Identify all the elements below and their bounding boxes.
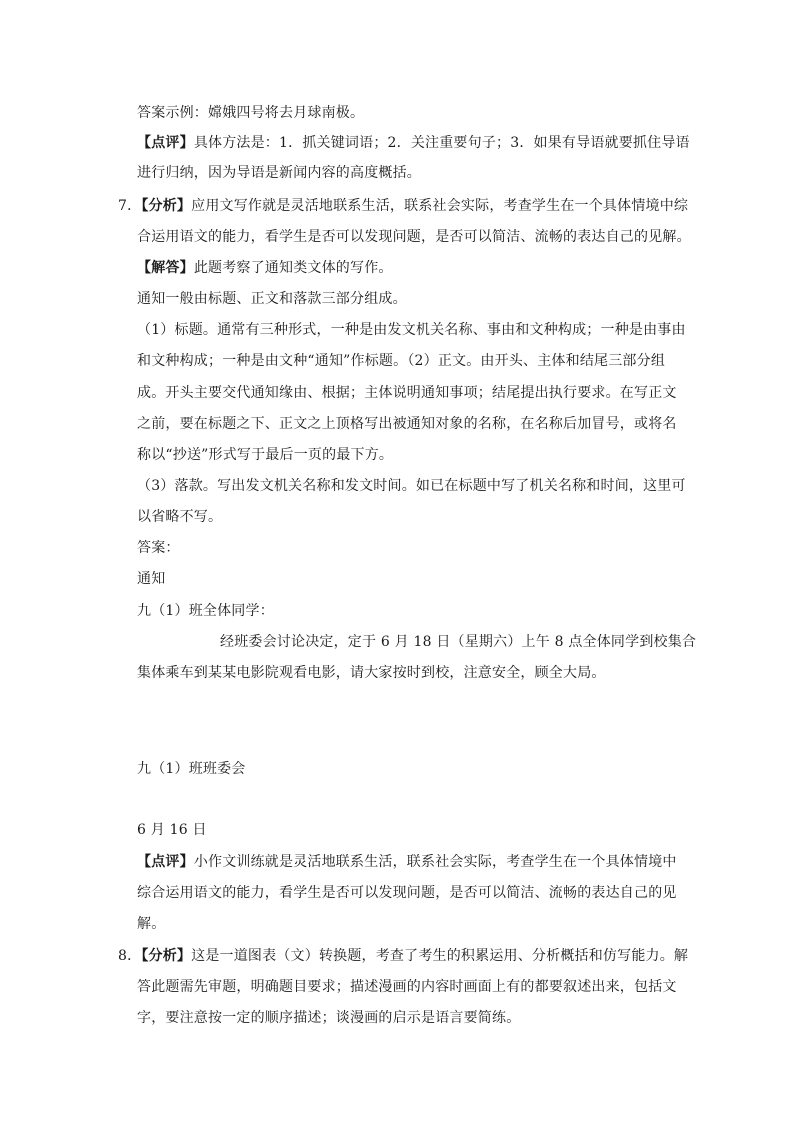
- q7-p3-line-1: （3）落款。写出发文机关名称和发文时间。如已在标题中写了机关名称和时间，这里可: [137, 478, 686, 494]
- q7-analysis-line-1: [118, 196, 688, 216]
- q7-solution-line: [137, 258, 393, 278]
- q7-p1-line-3: 成。开头主要交代通知缘由、根据；主体说明通知事项；结尾提出执行要求。在写正文: [137, 385, 677, 401]
- q8-analysis-line-1: [118, 946, 688, 966]
- q6-comment-line-2: 进行归纳，因为导语是新闻内容的高度概括。: [137, 165, 421, 181]
- q7-comment-line-1: [137, 852, 677, 872]
- analysis-tag: 【分析】: [141, 948, 192, 964]
- q7-analysis-line-2: 合运用语文的能力，看学生是否可以发现问题，是否可以简洁、流畅的表达自己的见解。: [137, 229, 691, 245]
- q7-p1-line-2: 和文种构成；一种是由文种“通知”作标题。（2）正文。由开头、主体和结尾三部分组: [137, 353, 666, 369]
- q7-p1-line-1: （1）标题。通常有三种形式，一种是由发文机关名称、事由和文种构成；一种是由事由: [137, 322, 686, 338]
- comment-tag: 【点评】: [137, 135, 194, 151]
- q7-intro: 通知一般由标题、正文和落款三部分组成。: [137, 291, 407, 307]
- comment-tag: 【点评】: [137, 854, 194, 870]
- q6-comment-text-1: 具体方法是：1．抓关键词语；2．关注重要句子；3．如果有导语就要抓住导语: [193, 135, 690, 151]
- question-number: 8．: [118, 948, 142, 964]
- q8-analysis-text-1: 这是一道图表（文）转换题，考查了考生的积累运用、分析概括和仿写能力。解: [191, 948, 689, 964]
- q7-solution-text: 此题考察了通知类文体的写作。: [193, 260, 393, 276]
- q7-analysis-text-1: 应用文写作就是灵活地联系生活，联系社会实际，考查学生在一个具体情境中综: [191, 198, 689, 214]
- question-number: 7．: [118, 198, 142, 214]
- q8-analysis-line-2: 答此题需先审题，明确题目要求；描述漫画的内容时画面上有的都要叙述出来，包括文: [137, 979, 677, 995]
- q8-analysis-line-3: 字，要注意按一定的顺序描述；谈漫画的启示是语言要简练。: [137, 1010, 521, 1026]
- answer-label: 答案：: [137, 540, 180, 556]
- notice-title: 通知: [137, 571, 166, 587]
- q7-comment-line-3: 解。: [137, 916, 166, 932]
- analysis-tag: 【分析】: [141, 198, 192, 214]
- solution-tag: 【解答】: [137, 260, 194, 276]
- q7-p3-line-2: 以省略不写。: [137, 509, 223, 525]
- notice-recipient: 九（1）班全体同学：: [137, 603, 274, 619]
- notice-date: 6 月 16 日: [137, 822, 207, 838]
- q7-comment-text-1: 小作文训练就是灵活地联系生活，联系社会实际，考查学生在一个具体情境中: [193, 854, 677, 870]
- q6-comment-line-1: [137, 133, 690, 153]
- notice-body-line-1: 经班委会讨论决定，定于 6 月 18 日（星期六）上午 8 点全体同学到校集合: [220, 634, 697, 650]
- notice-body-line-2: 集体乘车到某某电影院观看电影，请大家按时到校，注意安全，顾全大局。: [137, 665, 606, 681]
- notice-signature: 九（1）班班委会: [137, 761, 246, 777]
- answer-example: 答案示例：嫦娥四号将去月球南极。: [137, 105, 365, 121]
- q7-p1-line-5: 称以“抄送”形式写于最后一页的最下方。: [137, 447, 394, 463]
- q7-comment-line-2: 综合运用语文的能力，看学生是否可以发现问题，是否可以简洁、流畅的表达自己的见: [137, 885, 677, 901]
- q7-p1-line-4: 之前，要在标题之下、正文之上顶格写出被通知对象的名称，在名称后加冒号，或将名: [137, 416, 677, 432]
